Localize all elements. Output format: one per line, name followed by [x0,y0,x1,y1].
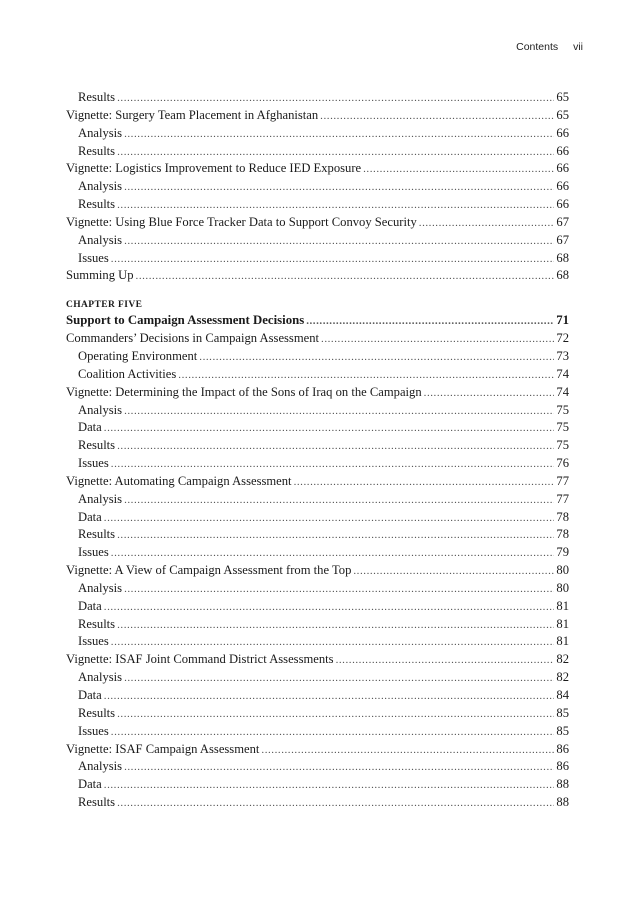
toc-entry-page: 75 [556,402,569,417]
toc-entry-page: 67 [556,232,569,247]
toc-entry-title: Results [78,90,116,104]
toc-dot-leader [124,492,554,510]
toc-entry-title: Vignette: ISAF Joint Command District Assessments [66,652,334,667]
toc-entry-title: Results [78,438,116,453]
toc-entry-page: 75 [556,420,569,435]
toc-entry[interactable] [66,741,569,759]
toc-entry-title: Support to Campaign Assessment Decisions [66,313,305,328]
toc-section-chapter-four [66,89,569,285]
toc-entry-title: Issues [78,634,109,649]
toc-entry[interactable] [66,473,569,491]
toc-entry-page: 74 [556,366,569,381]
toc-dot-leader [117,706,554,724]
toc-dot-leader [104,420,555,438]
toc-dot-leader [124,759,554,777]
toc-entry-page: 76 [556,456,569,471]
toc-entry-title: Results [78,795,116,810]
toc-entry-page: 80 [556,580,569,595]
toc-dot-leader [178,367,554,385]
toc-entry-page: 65 [556,107,569,122]
toc-dot-leader [294,474,555,492]
toc-entry[interactable] [66,651,569,669]
toc-entry[interactable] [66,250,569,268]
toc-entry-page: 66 [556,125,569,140]
toc-entry-title: Operating Environment [78,348,198,363]
toc-entry[interactable] [66,491,569,509]
toc-dot-leader [306,313,554,331]
toc-entry-title: Coalition Activities [78,366,177,381]
toc-entry-page: 84 [556,688,569,702]
toc-dot-leader [363,161,554,179]
toc-entry-page: 88 [556,795,569,810]
running-header [516,41,583,53]
toc-entry-page: 81 [556,634,569,649]
toc-entry-title: Issues [78,545,109,560]
toc-entry[interactable] [66,723,569,741]
toc-entry-title: Results [78,143,116,158]
chapter-label: CHAPTER FIVE [66,300,143,311]
toc-dot-leader [124,126,554,144]
toc-entry-page: 74 [556,384,569,399]
toc-entry-page: 67 [556,214,569,229]
toc-dot-leader [336,652,555,670]
toc-entry-page: 66 [556,143,569,158]
toc-entry-title: Data [78,509,102,524]
toc-entry-title: Data [78,420,102,435]
toc-entry[interactable] [66,598,569,616]
toc-entry[interactable] [66,214,569,232]
toc-entry[interactable] [66,794,569,812]
toc-entry[interactable] [66,419,569,437]
toc-entry-page: 71 [556,313,569,328]
toc-entry-title: Vignette: Surgery Team Placement in Afghanistan [66,107,319,122]
toc-dot-leader [117,795,554,813]
toc-entry-page: 86 [556,759,569,774]
toc-entry-title: Vignette: Logistics Improvement to Reduce IED Exposure [66,161,362,176]
toc-entry[interactable] [66,384,569,402]
toc-entry-title: Data [78,777,102,792]
toc-dot-leader [124,581,554,599]
toc-entry-page: 80 [556,563,569,578]
toc-entry-page: 77 [556,491,569,506]
toc-entry[interactable] [66,580,569,598]
toc-entry-page: 82 [556,652,569,667]
toc-entry[interactable] [66,160,569,178]
toc-entry-page: 72 [556,331,569,346]
toc-entry[interactable] [66,509,569,527]
toc-entry[interactable] [66,89,569,107]
toc-entry-page: 82 [556,670,569,685]
toc-entry-page: 86 [556,741,569,756]
toc-entry-title: Vignette: A View of Campaign Assessment from the Top [66,563,352,578]
toc-entry-title: Commanders’ Decisions in Campaign Assessment [66,331,320,346]
toc-entry-page: 65 [556,90,569,104]
toc-entry[interactable] [66,143,569,161]
toc-entry-title: Vignette: ISAF Campaign Assessment [66,741,260,756]
toc-dot-leader [111,456,555,474]
toc-dot-leader [124,670,554,688]
toc-entry-title: Issues [78,723,109,738]
toc-entry[interactable] [66,776,569,794]
toc-entry-title: Issues [78,456,109,471]
toc-dot-leader [124,233,554,251]
toc-entry-title: Results [78,705,116,720]
toc-entry-title: Vignette: Using Blue Force Tracker Data to Support Convoy Security [66,214,417,229]
toc-entry-page: 81 [556,616,569,631]
toc-entry[interactable] [66,633,569,651]
toc-entry[interactable] [66,455,569,473]
toc-entry-title: Results [78,197,116,212]
toc-entry-page: 66 [556,197,569,212]
toc-entry-page: 66 [556,179,569,194]
toc-entry-title: Results [78,527,116,542]
toc-entry[interactable] [66,196,569,214]
toc-entry[interactable] [66,125,569,143]
toc-entry-title: Issues [78,250,109,265]
toc-dot-leader [104,599,555,617]
toc-entry-page: 85 [556,723,569,738]
toc-entry[interactable] [66,330,569,348]
toc-dot-leader [117,90,554,108]
toc-entry-page: 88 [556,777,569,792]
header-page-number: vii [573,41,583,53]
toc-dot-leader [111,634,555,652]
toc-entry-title: Vignette: Determining the Impact of the Sons of Iraq on the Campaign [66,384,422,399]
toc-entry-title: Summing Up [66,268,134,283]
toc-dot-leader [104,510,555,528]
toc-entry-title: Vignette: Automating Campaign Assessment [66,473,292,488]
toc-entry-title: Analysis [78,491,123,506]
toc-entry-title: Data [78,598,102,613]
toc-dot-leader [353,563,554,581]
toc-entry[interactable] [66,366,569,384]
toc-entry-title: Results [78,616,116,631]
toc-entry-title: Data [78,688,102,702]
toc-dot-leader [320,108,554,126]
toc-dot-leader [261,742,554,760]
toc-entry[interactable] [66,705,569,723]
toc-entry-page: 73 [556,348,569,363]
toc-entry-title: Analysis [78,670,123,685]
toc-entry[interactable] [66,562,569,580]
toc-dot-leader [419,215,555,233]
toc-entry-page: 66 [556,161,569,176]
toc-entry-title: Analysis [78,125,123,140]
toc-dot-leader [104,688,555,706]
toc-entry[interactable] [66,687,569,705]
toc-entry[interactable] [66,178,569,196]
toc-entry[interactable] [66,669,569,687]
toc-entry[interactable] [66,348,569,366]
toc-dot-leader [111,545,555,563]
toc-dot-leader [124,403,554,421]
toc-entry-page: 68 [556,250,569,265]
toc-entry-title: Analysis [78,580,123,595]
toc-entry-chapter-title[interactable] [66,312,569,330]
toc-dot-leader [111,251,555,269]
toc-entry[interactable] [66,267,569,285]
toc-dot-leader [117,197,554,215]
toc-dot-leader [117,144,554,162]
toc-entry-title: Analysis [78,402,123,417]
toc-dot-leader [117,527,554,545]
toc-entry[interactable] [66,526,569,544]
toc-dot-leader [117,617,554,635]
toc-entry-page: 81 [556,598,569,613]
toc-dot-leader [136,268,555,286]
toc-entry-page: 68 [556,268,569,283]
toc-entry[interactable] [66,544,569,562]
toc-entry-page: 79 [556,545,569,560]
toc-dot-leader [117,438,554,456]
toc-entry[interactable] [66,232,569,250]
toc-dot-leader [424,385,555,403]
toc-entry[interactable] [66,437,569,455]
toc-entry[interactable] [66,758,569,776]
toc-dot-leader [321,331,554,349]
toc-entry-page: 77 [556,473,569,488]
toc-dot-leader [124,179,554,197]
toc-entry-page: 78 [556,527,569,542]
toc-dot-leader [111,724,555,742]
toc-entry[interactable] [66,616,569,634]
toc-entry-title: Analysis [78,179,123,194]
toc-entry[interactable] [66,402,569,420]
toc-entry[interactable] [66,107,569,125]
toc-entry-title: Analysis [78,759,123,774]
toc-entry-page: 75 [556,438,569,453]
toc-dot-leader [104,777,555,795]
toc-entry-page: 78 [556,509,569,524]
header-section-title: Contents [516,41,559,53]
toc-entry-page: 85 [556,705,569,720]
table-of-contents [66,89,569,812]
toc-dot-leader [199,349,554,367]
toc-section-chapter-five [66,330,569,812]
toc-entry-title: Analysis [78,232,123,247]
